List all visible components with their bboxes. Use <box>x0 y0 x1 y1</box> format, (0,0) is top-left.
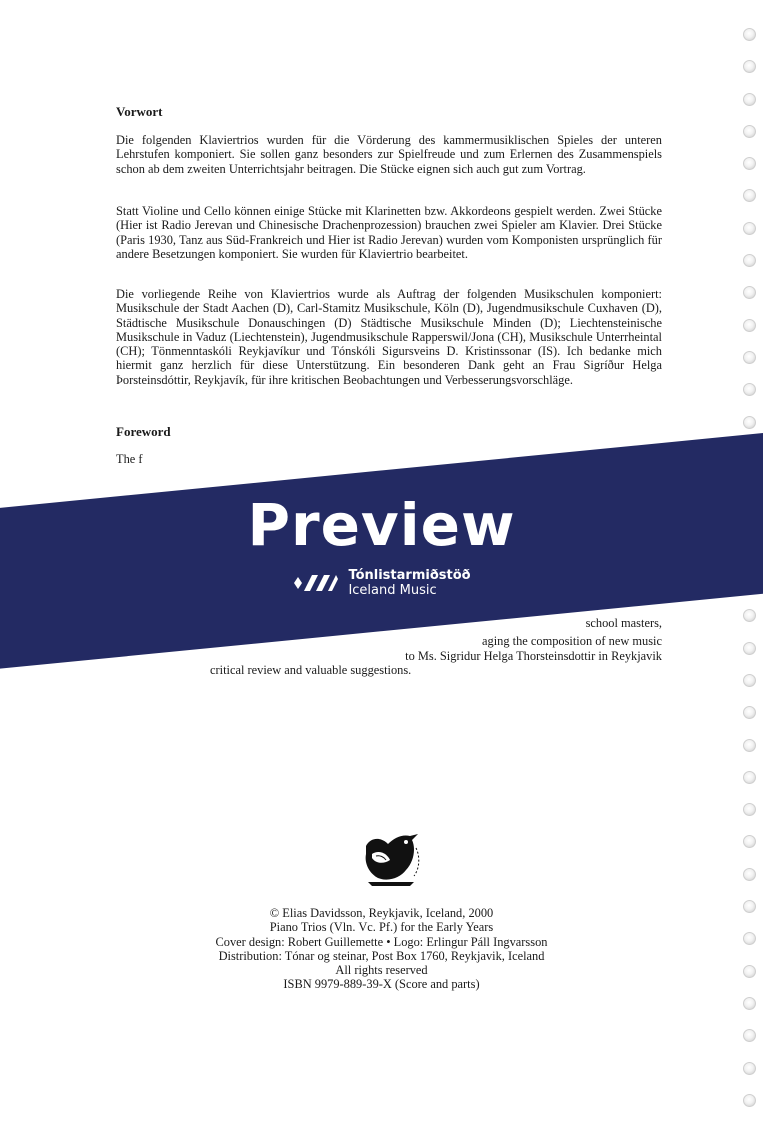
paragraph-text: aging the composition of new music <box>482 634 662 648</box>
binding-hole-icon <box>743 416 756 429</box>
binding-hole-icon <box>743 383 756 396</box>
binding-hole-icon <box>743 157 756 170</box>
paragraph-text: Die folgenden Klaviertrios wurden für die Vörderung des kammermusiklischen Spieles der unteren Lehrstufen komponiert. Sie sollen ganz besonders zur Spielfreude und zum Erlernen des Zusammenspiels schon ab dem zweiten Unterrichtsjahr beitragen. Die Stücke eignen sich auch gut zum Vortrag. <box>116 133 662 176</box>
foreword-start-fragment <box>116 452 176 466</box>
preview-watermark <box>0 490 763 599</box>
paragraph-text: Statt Violine und Cello können einige Stücke mit Klarinetten bzw. Akkordeons gespielt werden. Zwei Stücke (Hier ist Radio Jerevan und Chinesische Drachenprozession) brauchen zwei Spieler am Klavier. Drei Stücke (Paris 1930, Tanz aus Süd-Frankreich und Hier ist Radio Jerevan) wurden vom Komponisten ursprünglich für andere Besetzungen komponiert. Sie wurden für Klaviertrio bearbeitet. <box>116 204 662 261</box>
paragraph-text: Die vorliegende Reihe von Klaviertrios wurde als Auftrag der folgenden Musikschulen komponiert: Musikschule der Stadt Aachen (D), Carl-Stamitz Musikschule, Köln (D), Jugendmusikschule Cuxhaven (D), Städtische Musikschule Donauschingen (D) Städtische Musikschule Minden (D); Liechtensteinische Musikschule in Vaduz (Liechtenstein), Jugendmusikschule Rapperswil/Jona (CH), Musikschule Unterrheintal (CH); Tönmenntaskóli Reykjavíkur und Tónskóli Sigursveins D. Kristinssonar (IS). Ich bedanke mich hiermit ganz herzlich für diese Unterstützung. Ein besonderen Dank geht an Frau Sigríður Helga Þorsteinsdóttir, Reykjavík, für ihre kritischen Beobachtungen und Verbesserungsvorschläge. <box>116 287 662 387</box>
paragraph-text: school masters, <box>585 616 662 630</box>
binding-hole-icon <box>743 254 756 267</box>
foreword-fragment-3 <box>300 649 662 663</box>
binding-hole-icon <box>743 642 756 655</box>
paragraph-text: critical review and valuable suggestions. <box>210 663 412 677</box>
binding-hole-icon <box>743 771 756 784</box>
vorwort-heading: Vorwort <box>116 104 163 119</box>
brand-lockup <box>292 568 470 598</box>
brand-name-english: Iceland Music <box>348 583 437 598</box>
credits-line: Cover design: Robert Guillemette • Logo: Erlingur Páll Ingvarsson <box>215 934 548 949</box>
binding-hole-icon <box>743 28 756 41</box>
binding-hole-icon <box>743 835 756 848</box>
iceland-music-logo-icon <box>292 571 340 595</box>
copyright-line: © Elias Davidsson, Reykjavik, Iceland, 2000 <box>269 906 494 920</box>
preview-label: Preview <box>247 491 516 559</box>
rights-line: All rights reserved <box>335 963 428 978</box>
binding-hole-icon <box>743 739 756 752</box>
binding-hole-icon <box>743 706 756 719</box>
binding-hole-icon <box>743 319 756 332</box>
bird-logo-icon <box>358 828 424 890</box>
distribution-line: Distribution: Tónar og steinar, Post Box 1760, Reykjavik, Iceland <box>218 948 545 963</box>
foreword-heading: Foreword <box>116 424 171 439</box>
imprint <box>0 906 763 992</box>
binding-hole-icon <box>743 868 756 881</box>
title-line: Piano Trios (Vln. Vc. Pf.) for the Early Years <box>269 920 494 935</box>
brand-text <box>348 568 470 598</box>
binding-hole-icon <box>743 803 756 816</box>
binding-hole-icon <box>743 1094 756 1107</box>
binding-hole-icon <box>743 351 756 364</box>
binding-hole-icon <box>743 1062 756 1075</box>
foreword-fragment-1 <box>570 616 662 630</box>
paragraph-text: to Ms. Sigridur Helga Thorsteinsdottir in Reykjavik <box>405 649 662 663</box>
binding-hole-icon <box>743 286 756 299</box>
binding-hole-icon <box>743 125 756 138</box>
vorwort-paragraph-1 <box>116 133 662 176</box>
paragraph-text: The f <box>116 452 143 466</box>
binding-hole-icon <box>743 189 756 202</box>
binding-hole-icon <box>743 93 756 106</box>
vorwort-paragraph-2 <box>116 204 662 261</box>
foreword-fragment-4 <box>210 663 510 677</box>
foreword-fragment-2 <box>440 634 662 648</box>
binding-hole-icon <box>743 222 756 235</box>
binding-hole-icon <box>743 1029 756 1042</box>
binding-hole-icon <box>743 674 756 687</box>
isbn-line: ISBN 9979-889-39-X (Score and parts) <box>283 977 480 992</box>
vorwort-paragraph-3 <box>116 287 662 387</box>
binding-hole-icon <box>743 60 756 73</box>
brand-name-icelandic: Tónlistarmiðstöð <box>348 568 471 583</box>
binding-hole-icon <box>743 609 756 622</box>
binding-hole-icon <box>743 997 756 1010</box>
